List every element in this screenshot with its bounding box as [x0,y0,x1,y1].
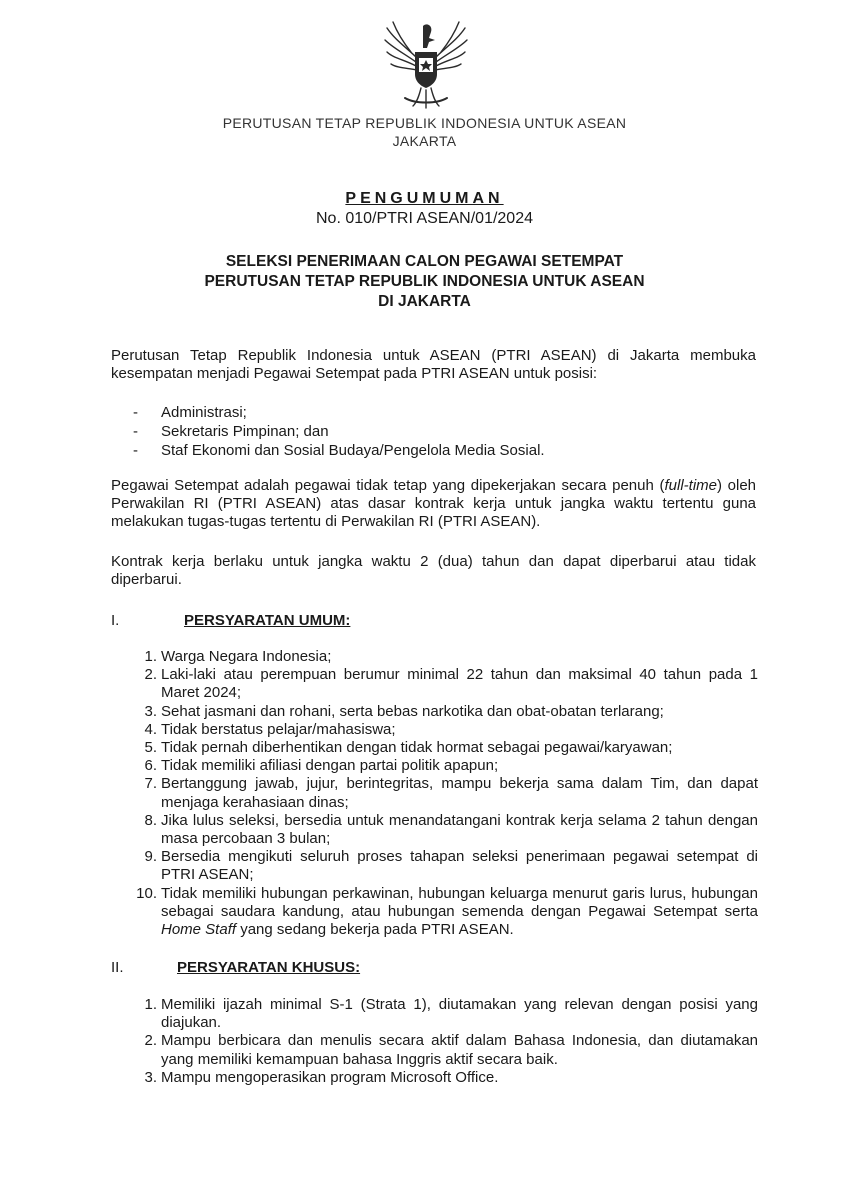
item-text: Bersedia mengikuti seluruh proses tahapan seleksi penerimaan pegawai setempat di PTRI ASEAN; [161,848,758,884]
item-number: 2. [144,1032,157,1050]
document-heading [0,252,849,312]
special-requirements-list [133,996,758,1087]
list-item [133,1032,758,1068]
section-special-requirements [111,959,511,979]
list-item [133,812,758,848]
item-italic: Home Staff [161,921,237,939]
item-number: 9. [144,848,157,866]
list-item [133,648,758,666]
item-number: 10. [136,884,157,902]
item-text: Laki-laki atau perempuan berumur minimal 22 tahun dan maksimal 40 tahun pada 1 Maret 2024; [161,666,758,702]
item-text: Mampu berbicara dan menulis secara aktif dalam Bahasa Indonesia, dan diutamakan yang memiliki kemampuan bahasa Inggris aktif secara baik. [161,1032,758,1068]
position-item: - Administrasi; [133,404,247,421]
item-number: 2. [144,666,157,684]
item-number: 1. [144,648,157,665]
item-text: Tidak memiliki hubungan perkawinan, hubungan keluarga menurut garis lurus, hubungan sebagai saudara kandung, atau hubungan semenda dengan Pegawai Setempat serta [161,884,758,920]
definition-text: Pegawai Setempat adalah pegawai tidak tetap yang dipekerjakan secara penuh ( [111,477,665,494]
item-text: Tidak berstatus pelajar/mahasiswa; [161,720,396,738]
list-item [133,721,758,739]
letterhead-organization: PERUTUSAN TETAP REPUBLIK INDONESIA UNTUK ASEAN [222,115,627,131]
item-number: 3. [144,702,157,720]
position-label: Staf Ekonomi dan Sosial Budaya/Pengelola Media Sosial. [161,442,545,459]
garuda-emblem-icon [383,18,469,110]
item-text: Sehat jasmani dan rohani, serta bebas narkotika dan obat-obatan terlarang; [161,702,664,720]
section-numeral: II. [111,959,124,976]
list-item [133,739,758,757]
item-text: Memiliki ijazah minimal S-1 (Strata 1), diutamakan yang relevan dengan posisi yang diajukan. [161,996,758,1032]
list-item [133,996,758,1032]
section-general-requirements [111,612,511,632]
item-text: Warga Negara Indonesia; [161,648,332,665]
item-number: 3. [144,1068,157,1086]
item-number: 4. [144,720,157,738]
intro-paragraph: Perutusan Tetap Republik Indonesia untuk ASEAN (PTRI ASEAN) di Jakarta membuka kesempatan menjadi Pegawai Setempat pada PTRI ASEAN untuk posisi: [111,347,756,382]
list-item [133,666,758,702]
position-item: - Sekretaris Pimpinan; dan [133,423,329,440]
item-text: Tidak pernah diberhentikan dengan tidak hormat sebagai pegawai/karyawan; [161,739,673,757]
position-label: Administrasi; [161,404,247,421]
heading-line: DI JAKARTA [378,293,471,310]
section-title: PERSYARATAN KHUSUS: [177,959,361,976]
item-text: Jika lulus seleksi, bersedia untuk menandatangani kontrak kerja selama 2 tahun dengan masa percobaan 3 bulan; [161,811,758,848]
letterhead-city: JAKARTA [392,133,457,149]
announcement-number: No. 010/PTRI ASEAN/01/2024 [315,210,533,227]
positions-list [133,403,545,460]
list-item [133,848,758,884]
position-item: - Staf Ekonomi dan Sosial Budaya/Pengelola Media Sosial. [133,442,545,459]
list-item [133,703,758,721]
item-number: 5. [144,739,157,757]
list-item [133,757,758,775]
item-number: 8. [144,811,157,829]
announcement-title: PENGUMUMAN [345,190,504,207]
position-label: Sekretaris Pimpinan; dan [161,423,329,440]
section-numeral: I. [111,612,120,629]
general-requirements-list [133,648,758,939]
letterhead [0,114,849,150]
definition-italic: full-time [664,477,717,494]
item-text: Mampu mengoperasikan program Microsoft Office. [161,1068,499,1086]
item-text: yang sedang bekerja pada PTRI ASEAN. [236,921,514,939]
contract-paragraph: Kontrak kerja berlaku untuk jangka waktu 2 (dua) tahun dan dapat diperbarui atau tidak diperbarui. [111,553,756,588]
definition-text: ) oleh Perwakilan RI (PTRI ASEAN) atas dasar kontrak kerja untuk jangka waktu tertentu guna melakukan tugas-tugas tertentu di Perwakilan RI (PTRI ASEAN). [111,477,756,530]
list-item [133,775,758,811]
heading-line: PERUTUSAN TETAP REPUBLIK INDONESIA UNTUK ASEAN [204,273,645,290]
list-item [133,885,758,940]
definition-paragraph [111,477,756,531]
item-number: 6. [144,757,157,775]
item-text: Bertanggung jawab, jujur, berintegritas, mampu bekerja sama dalam Tim, dan dapat menjaga kerahasiaan dinas; [161,775,758,811]
item-text: Tidak memiliki afiliasi dengan partai politik apapun; [161,757,499,775]
item-number: 7. [144,775,157,793]
heading-line: SELEKSI PENERIMAAN CALON PEGAWAI SETEMPAT [225,253,624,270]
section-title: PERSYARATAN UMUM: [184,612,351,629]
item-number: 1. [144,996,157,1013]
list-item [133,1069,758,1087]
